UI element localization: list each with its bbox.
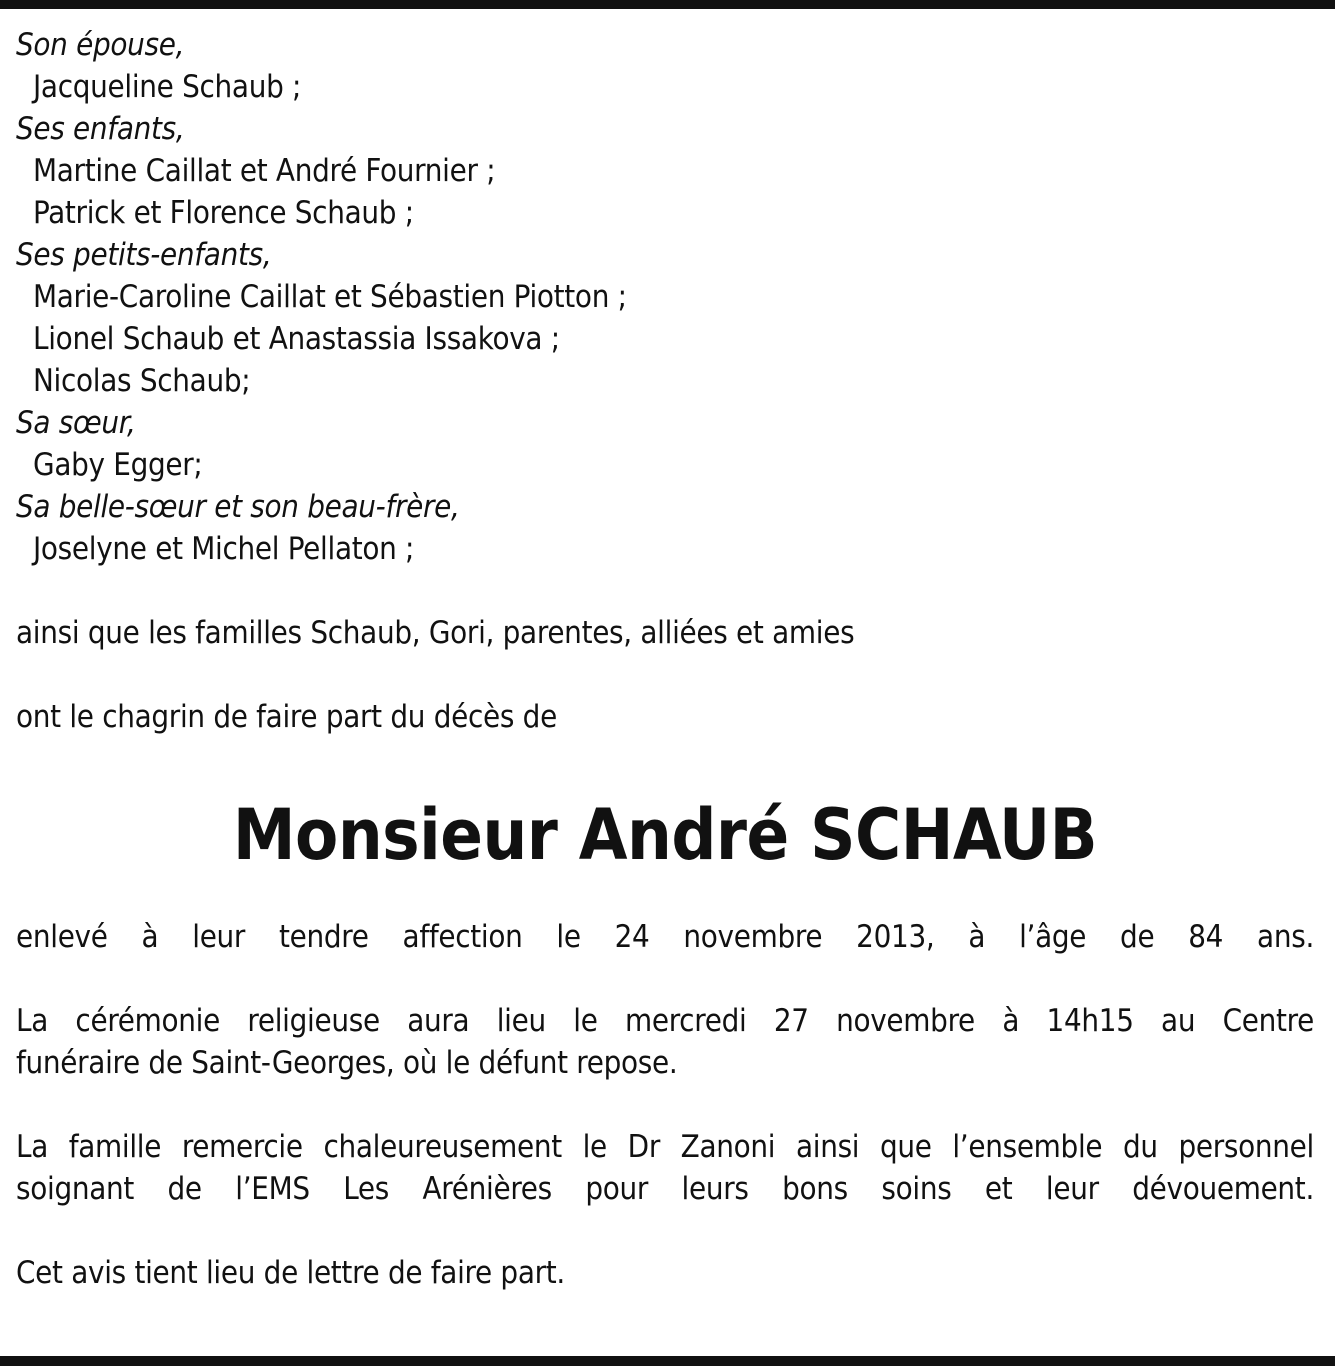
deceased-name: Monsieur André SCHAUB xyxy=(232,794,1098,876)
spacer xyxy=(16,1210,1314,1252)
thanks-paragraph-end xyxy=(16,1168,1314,1210)
spacer xyxy=(16,1084,1314,1126)
announcement-line: ont le chagrin de faire part du décès de xyxy=(16,699,557,735)
family-role-spouse: Son épouse, xyxy=(16,27,185,63)
death-line: enlevé à leur tendre affection le 24 novembre 2013, à l’âge de 84 ans. xyxy=(16,919,1314,955)
family-member: Gaby Egger; xyxy=(33,447,203,483)
ceremony-paragraph-end xyxy=(16,1042,1314,1084)
family-member: Nicolas Schaub; xyxy=(33,363,251,399)
thanks-line-2: soignant de l’EMS Les Arénières pour leurs bons soins et leur dévouement. xyxy=(16,1171,1314,1207)
family-list xyxy=(16,24,1314,570)
spacer xyxy=(16,958,1314,1000)
thanks-line-1: La famille remercie chaleureusement le Dr Zanoni ainsi que l’ensemble du personnel xyxy=(16,1129,1314,1165)
family-role-children: Ses enfants, xyxy=(16,111,185,147)
spacer xyxy=(16,654,1314,696)
family-member: Joselyne et Michel Pellaton ; xyxy=(33,531,415,567)
family-role-sister: Sa sœur, xyxy=(16,405,136,441)
ceremony-paragraph xyxy=(16,1000,1314,1042)
bottom-border-rule xyxy=(0,1356,1335,1366)
family-member: Martine Caillat et André Fournier ; xyxy=(33,153,496,189)
death-paragraph xyxy=(16,916,1314,958)
family-member: Lionel Schaub et Anastassia Issakova ; xyxy=(33,321,560,357)
families-line: ainsi que les familles Schaub, Gori, parentes, alliées et amies xyxy=(16,615,855,651)
ceremony-line-1: La cérémonie religieuse aura lieu le mercredi 27 novembre à 14h15 au Centre xyxy=(16,1003,1314,1039)
closing-line: Cet avis tient lieu de lettre de faire part. xyxy=(16,1255,565,1291)
obituary-notice xyxy=(16,24,1314,1294)
family-member: Patrick et Florence Schaub ; xyxy=(33,195,414,231)
family-member: Marie-Caroline Caillat et Sébastien Piotton ; xyxy=(33,279,627,315)
family-role-grandchildren: Ses petits-enfants, xyxy=(16,237,272,273)
ceremony-line-2: funéraire de Saint-Georges, où le défunt repose. xyxy=(16,1045,678,1081)
family-member: Jacqueline Schaub ; xyxy=(33,69,302,105)
spacer xyxy=(16,570,1314,612)
thanks-paragraph xyxy=(16,1126,1314,1168)
top-border-rule xyxy=(0,0,1335,9)
family-role-in-laws: Sa belle-sœur et son beau-frère, xyxy=(16,489,460,525)
